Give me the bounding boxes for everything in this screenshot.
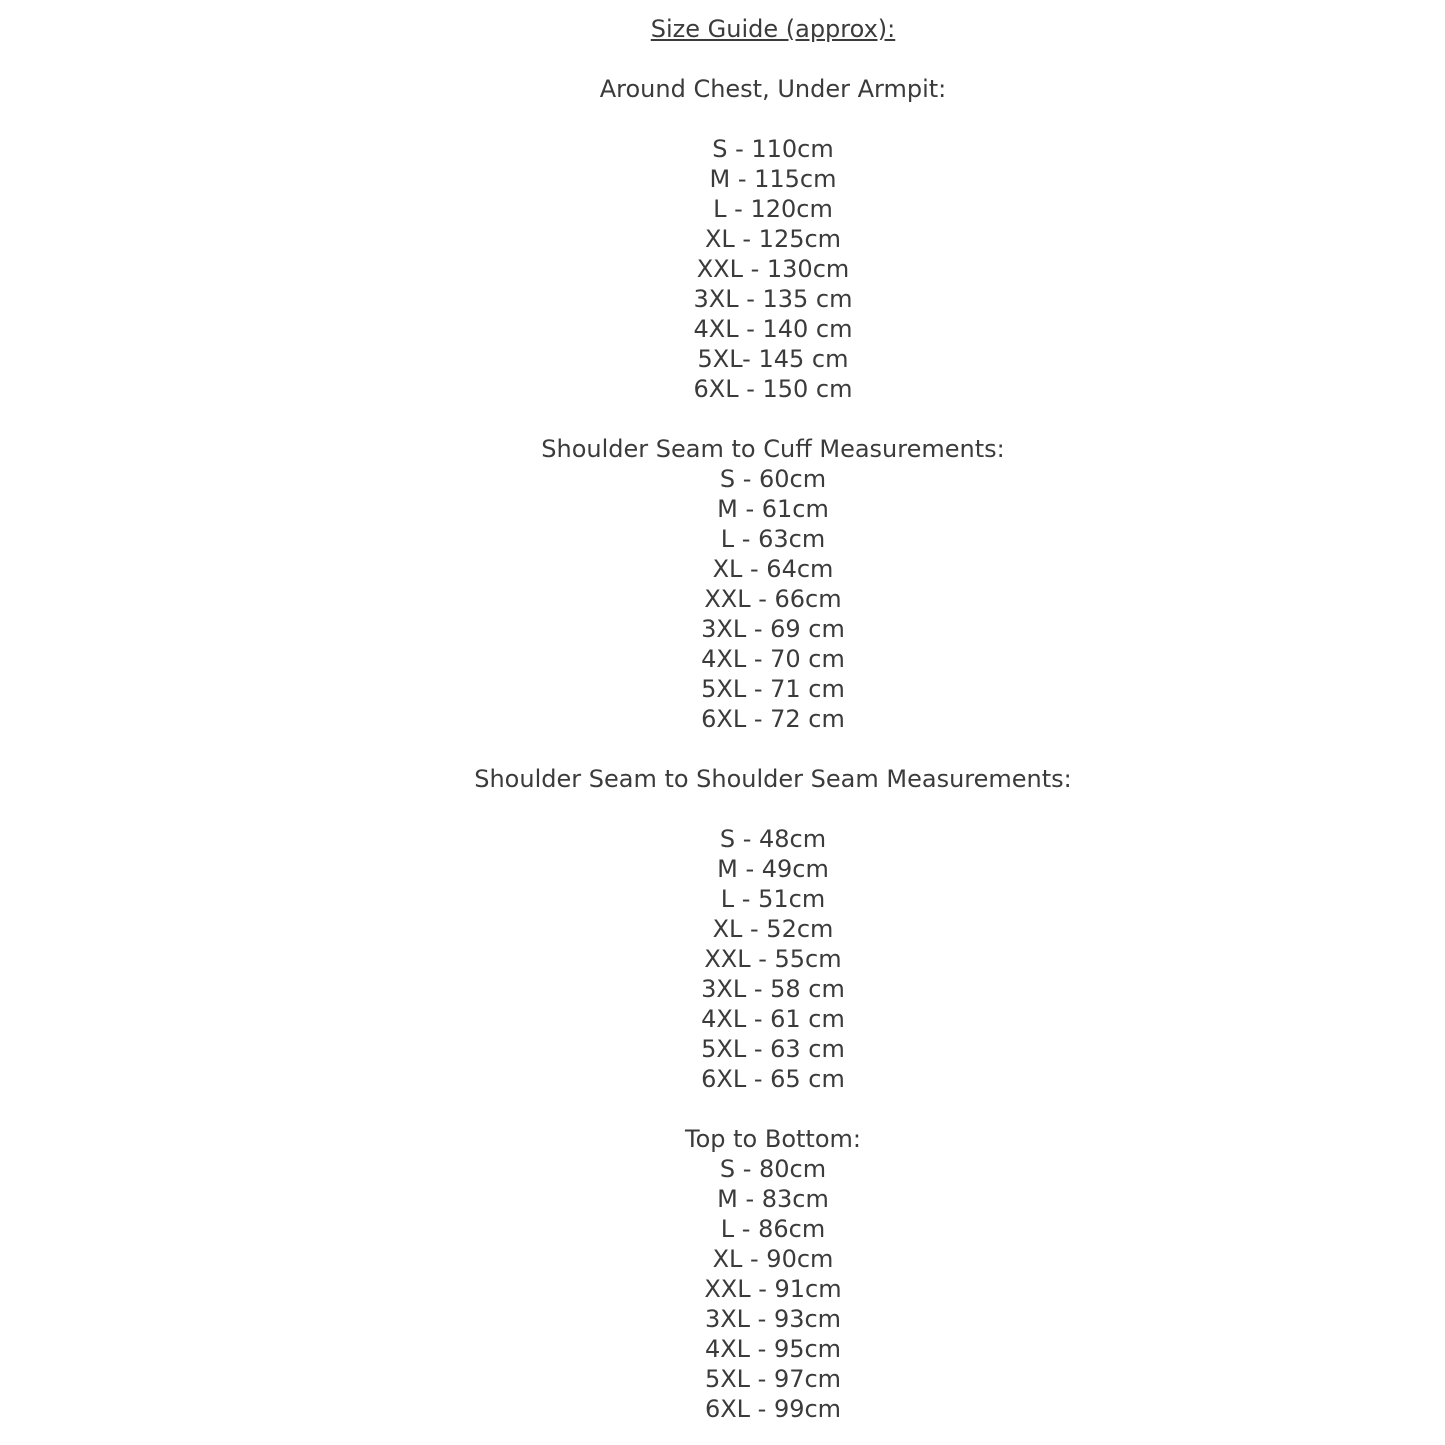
size-line: XL - 64cm: [712, 555, 834, 583]
size-line: 4XL - 140 cm: [693, 315, 853, 343]
size-line: 6XL - 72 cm: [701, 705, 845, 733]
size-line: 4XL - 95cm: [704, 1335, 842, 1363]
size-line: 5XL - 97cm: [704, 1365, 842, 1393]
section-heading-top-to-bottom: Top to Bottom:: [685, 1125, 861, 1153]
size-line: 6XL - 99cm: [704, 1395, 842, 1423]
size-line: XXL - 91cm: [704, 1275, 842, 1303]
section-heading-shoulder-to-shoulder: Shoulder Seam to Shoulder Seam Measurements:: [474, 765, 1072, 793]
size-line: 5XL- 145 cm: [697, 345, 849, 373]
size-line: L - 63cm: [720, 525, 826, 553]
section-heading-around-chest: Around Chest, Under Armpit:: [599, 75, 947, 103]
blank-line: [101, 44, 1445, 74]
size-line: 3XL - 135 cm: [693, 285, 853, 313]
size-line: XL - 90cm: [712, 1245, 834, 1273]
blank-line: [101, 794, 1445, 824]
size-line: M - 49cm: [717, 855, 829, 883]
size-line: S - 48cm: [719, 825, 827, 853]
size-line: XXL - 66cm: [704, 585, 842, 613]
size-line: XL - 52cm: [712, 915, 834, 943]
page-title: Size Guide (approx):: [650, 15, 896, 43]
blank-line: [101, 734, 1445, 764]
size-line: 6XL - 150 cm: [693, 375, 853, 403]
size-line: L - 86cm: [720, 1215, 826, 1243]
size-guide-document: [101, 0, 1445, 1424]
size-line: M - 83cm: [717, 1185, 829, 1213]
size-line: 4XL - 61 cm: [701, 1005, 845, 1033]
size-line: 3XL - 69 cm: [701, 615, 845, 643]
size-line: L - 120cm: [713, 195, 833, 223]
size-line: M - 61cm: [717, 495, 829, 523]
size-line: L - 51cm: [720, 885, 826, 913]
size-line: XXL - 55cm: [704, 945, 842, 973]
size-line: 5XL - 71 cm: [701, 675, 845, 703]
size-line: 3XL - 58 cm: [701, 975, 845, 1003]
blank-line: [101, 404, 1445, 434]
blank-line: [101, 104, 1445, 134]
section-heading-shoulder-to-cuff: Shoulder Seam to Cuff Measurements:: [541, 435, 1005, 463]
size-line: S - 60cm: [719, 465, 827, 493]
size-line: 3XL - 93cm: [704, 1305, 842, 1333]
size-line: S - 110cm: [712, 135, 834, 163]
blank-line: [101, 1094, 1445, 1124]
size-line: XL - 125cm: [704, 225, 842, 253]
size-line: M - 115cm: [709, 165, 837, 193]
size-line: 5XL - 63 cm: [701, 1035, 845, 1063]
size-line: S - 80cm: [719, 1155, 827, 1183]
size-line: XXL - 130cm: [696, 255, 850, 283]
size-line: 6XL - 65 cm: [701, 1065, 845, 1093]
size-line: 4XL - 70 cm: [701, 645, 845, 673]
